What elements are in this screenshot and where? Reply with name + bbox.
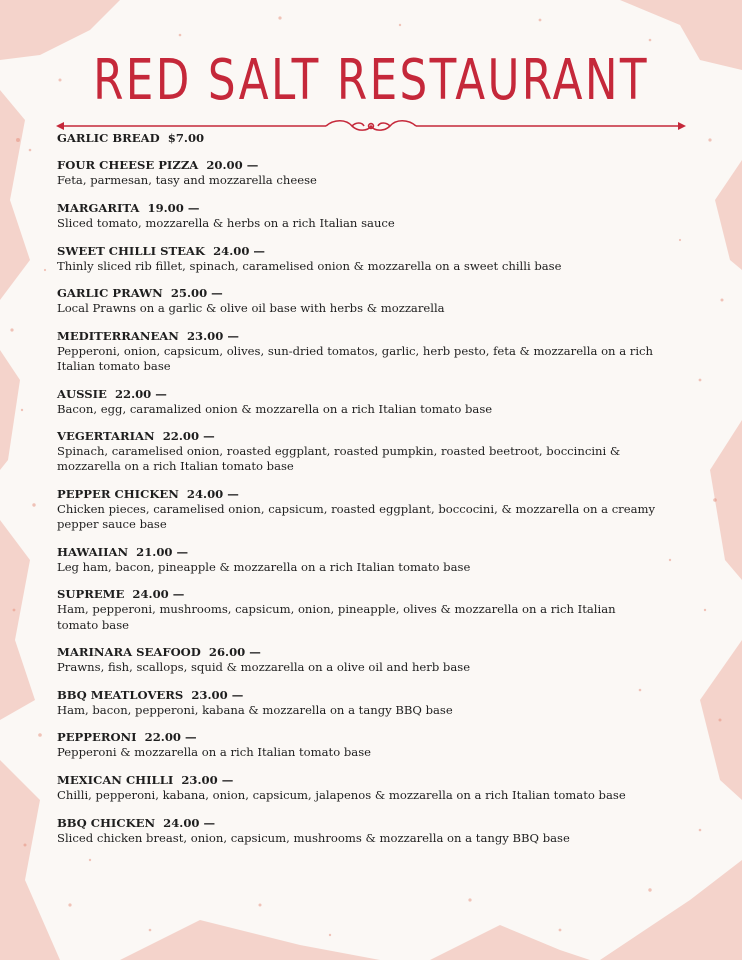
menu-item-price: $7.00	[167, 131, 205, 145]
restaurant-title: RED SALT RESTAURANT	[93, 48, 649, 113]
menu-item	[57, 587, 657, 632]
menu-item-description: Pepperoni, onion, capsicum, olives, sun-dried tomatos, garlic, herb pesto, feta & mozzarella on a rich Italian tomato base	[57, 343, 654, 373]
menu-item-name: AUSSIE	[57, 386, 107, 401]
menu-item-description: Bacon, egg, caramalized onion & mozzarella on a rich Italian tomato base	[57, 401, 493, 416]
menu-item-price: 22.00 —	[162, 429, 215, 444]
menu-item	[57, 244, 657, 274]
menu-item-description: Sliced tomato, mozzarella & herbs on a rich Italian sauce	[57, 215, 395, 230]
menu-item-price: 21.00 —	[136, 544, 189, 559]
menu-item-heading	[57, 773, 657, 788]
menu-item-price: 23.00 —	[181, 772, 234, 787]
menu-item-description: Sliced chicken breast, onion, capsicum, mushrooms & mozzarella on a tangy BBQ base	[57, 830, 570, 845]
menu-item-heading	[57, 286, 657, 301]
menu-item-name: PEPPER CHICKEN	[57, 486, 179, 501]
menu-item-heading	[57, 131, 657, 146]
menu-item-price: 25.00 —	[170, 286, 223, 301]
menu-item-name: HAWAIIAN	[57, 544, 129, 559]
menu-item-description: Pepperoni & mozzarella on a rich Italian tomato base	[57, 745, 372, 760]
menu-item-heading	[57, 587, 657, 602]
menu-item-price: 23.00 —	[186, 328, 239, 343]
menu-item	[57, 429, 657, 474]
menu-item-name: MEDITERRANEAN	[57, 328, 179, 343]
menu-item-price: 22.00 —	[144, 730, 197, 745]
menu-item-heading	[57, 816, 657, 831]
menu-item	[57, 688, 657, 718]
menu-item-description: Spinach, caramelised onion, roasted eggplant, roasted pumpkin, roasted beetroot, boccincini & mozzarella on a rich Italian tomato base	[57, 444, 621, 474]
menu-item-price: 22.00 —	[114, 386, 167, 401]
menu-item-description: Prawns, fish, scallops, squid & mozzarella on a olive oil and herb base	[57, 660, 471, 675]
menu-item	[57, 730, 657, 760]
menu-item-name: BBQ MEATLOVERS	[57, 687, 184, 702]
menu-item	[57, 816, 657, 846]
menu-item-name: MEXICAN CHILLI	[57, 772, 174, 787]
menu-item-price: 26.00 —	[208, 645, 261, 660]
menu-item-description: Leg ham, bacon, pineapple & mozzarella on a rich Italian tomato base	[57, 559, 471, 574]
menu-item-price: 20.00 —	[206, 158, 259, 173]
menu-item-name: VEGERTARIAN	[57, 429, 155, 444]
menu-item	[57, 286, 657, 316]
menu-item	[57, 773, 657, 803]
menu-item-heading	[57, 158, 657, 173]
menu-item-price: 24.00 —	[132, 587, 185, 602]
menu-item-description: Local Prawns on a garlic & olive oil base with herbs & mozzarella	[57, 301, 445, 316]
menu-item	[57, 158, 657, 188]
menu-item-heading	[57, 688, 657, 703]
menu-item-heading	[57, 329, 657, 344]
menu-item-name: FOUR CHEESE PIZZA	[57, 158, 199, 173]
menu-item-heading	[57, 545, 657, 560]
menu-item-price: 24.00 —	[213, 243, 266, 258]
menu-item-heading	[57, 645, 657, 660]
menu-item-heading	[57, 487, 657, 502]
menu-item	[57, 201, 657, 231]
menu-item	[57, 645, 657, 675]
menu-item-heading	[57, 387, 657, 402]
menu-item-description: Thinly sliced rib fillet, spinach, caramelised onion & mozzarella on a sweet chilli base	[57, 258, 562, 273]
menu-item-description: Feta, parmesan, tasy and mozzarella cheese	[57, 173, 317, 188]
menu-item-heading	[57, 244, 657, 259]
menu-item	[57, 387, 657, 417]
menu-list	[57, 131, 657, 858]
menu-item	[57, 487, 657, 532]
menu-item-description: Chicken pieces, caramelised onion, capsicum, roasted eggplant, boccocini, & mozzarella on a creamy pepper sauce base	[57, 501, 656, 532]
menu-item-name: GARLIC BREAD	[57, 131, 160, 145]
menu-item-price: 24.00 —	[186, 486, 239, 501]
menu-item-name: SWEET CHILLI STEAK	[57, 243, 206, 258]
menu-item-name: GARLIC PRAWN	[57, 286, 163, 301]
menu-item-heading	[57, 429, 657, 444]
menu-item	[57, 329, 657, 374]
menu-item-description: Ham, pepperoni, mushrooms, capsicum, onion, pineapple, olives & mozzarella on a rich Italian tomato base	[57, 602, 616, 632]
menu-item-name: BBQ CHICKEN	[57, 815, 156, 830]
menu-item-heading	[57, 201, 657, 216]
menu-item-price: 24.00 —	[163, 815, 216, 830]
menu-item	[57, 131, 657, 146]
menu-item-description: Chilli, pepperoni, kabana, onion, capsicum, jalapenos & mozzarella on a rich Italian tomato base	[57, 787, 626, 802]
menu-item-heading	[57, 730, 657, 745]
menu-item	[57, 545, 657, 575]
menu-item-name: MARGARITA	[57, 200, 140, 215]
menu-item-price: 23.00 —	[191, 687, 244, 702]
menu-item-name: MARINARA SEAFOOD	[57, 645, 201, 660]
menu-item-name: SUPREME	[57, 587, 125, 602]
menu-item-price: 19.00 —	[147, 200, 200, 215]
menu-item-description: Ham, bacon, pepperoni, kabana & mozzarella on a tangy BBQ base	[57, 702, 453, 717]
menu-item-name: PEPPERONI	[57, 730, 137, 745]
